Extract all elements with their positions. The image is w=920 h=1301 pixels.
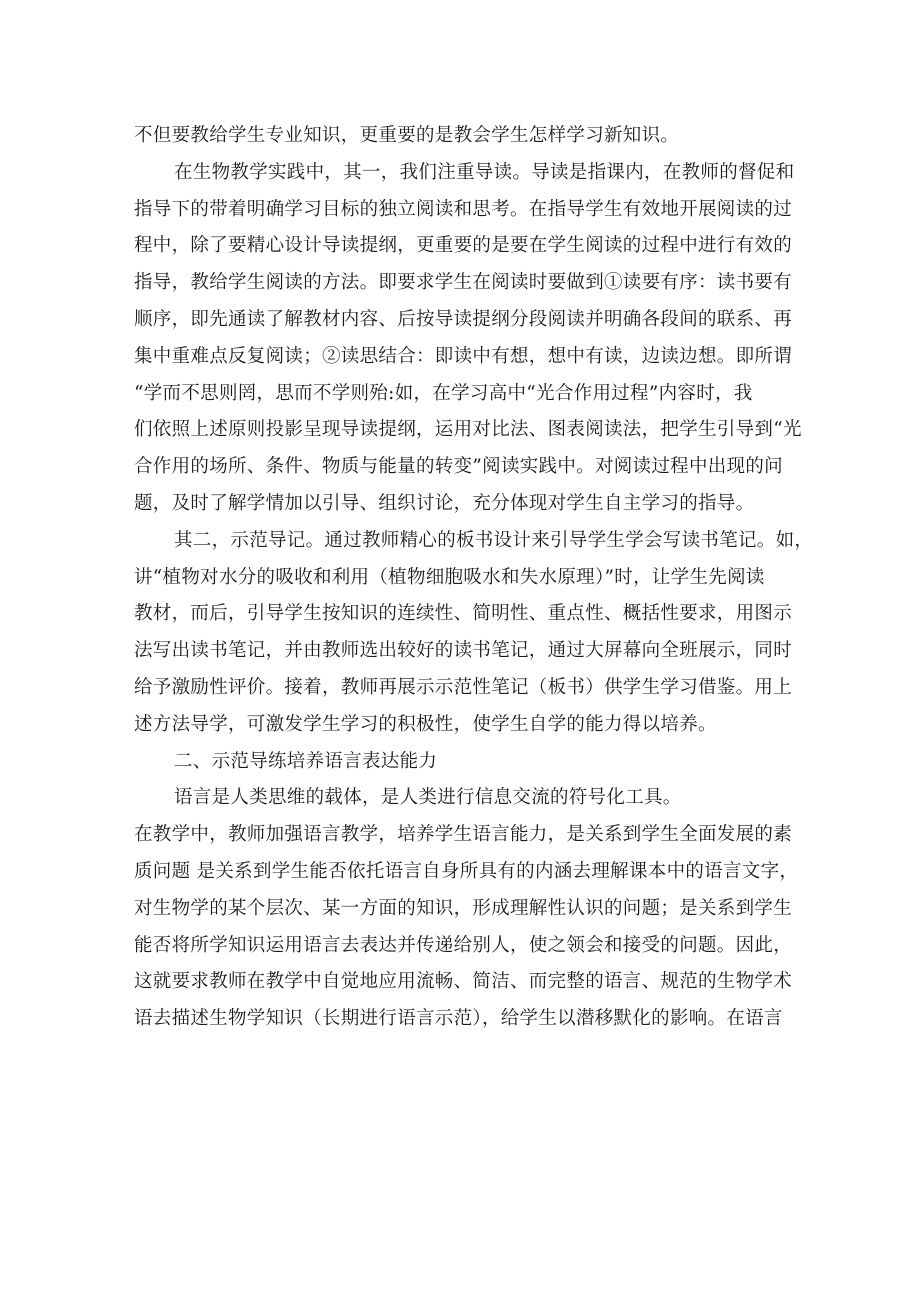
text-line: 在生物教学实践中，其一，我们注重导读。导读是指课内，在教师的督促和 xyxy=(174,161,795,183)
text-line: 在教学中，教师加强语言教学，培养学生语言能力，是关系到学生全面发展的素 xyxy=(134,824,793,846)
text-line: 给予激励性评价。接着，教师再展示示范性笔记（板书）供学生学习借鉴。用上 xyxy=(134,676,793,698)
text-line: 对生物学的某个层次、某一方面的知识，形成理解性认识的问题；是关系到学生 xyxy=(134,897,793,919)
text-line: 不但要教给学生专业知识，更重要的是教会学生怎样学习新知识。 xyxy=(134,125,680,146)
text-line: 们依照上述原则投影呈现导读提纲，运用对比法、图表阅读法，把学生引导到“光 xyxy=(134,419,802,441)
text-line: 述方法导学，可激发学生学习的积极性，使学生自学的能力得以培养。 xyxy=(134,713,717,735)
text-line: 题，及时了解学情加以引导、组织讨论，充分体现对学生自主学习的指导。 xyxy=(134,492,755,514)
text-line: 法写出读书笔记，并由教师选出较好的读书笔记，通过大屏幕向全班展示，同时 xyxy=(134,640,793,662)
text-line: 这就要求教师在教学中自觉地应用流畅、简洁、而完整的语言、规范的生物学术 xyxy=(134,971,793,993)
text-line: 能否将所学知识运用语言去表达并传递给别人，使之领会和接受的问题。因此， xyxy=(134,934,793,956)
text-line: 合作用的场所、条件、物质与能量的转变”阅读实践中。对阅读过程中出现的问 xyxy=(134,456,783,478)
text-line: 教材，而后，引导学生按知识的连续性、简明性、重点性、概括性要求，用图示 xyxy=(134,603,793,625)
text-line: 语去描述生物学知识（长期进行语言示范），给学生以潜移默化的影响。在语言 xyxy=(134,1008,783,1030)
text-line: 讲“植物对水分的吸收和利用（植物细胞吸水和失水原理）”时，让学生先阅读 xyxy=(134,566,765,588)
text-line: 质问题 是关系到学生能否依托语言自身所具有的内涵去理解课本中的语言文字， xyxy=(134,860,799,882)
section-heading: 二、示范导练培养语言表达能力 xyxy=(174,750,438,772)
text-line: 语言是人类思维的载体，是人类进行信息交流的符号化工具。 xyxy=(174,787,682,809)
text-line: 其二，示范导记。通过教师精心的板书设计来引导学生学会写读书笔记。如， xyxy=(174,529,814,551)
document-body xyxy=(134,118,814,1038)
text-line: 顺序，即先通读了解教材内容、后按导读提纲分段阅读并明确各段间的联系、再 xyxy=(134,308,793,330)
text-line: 集中重难点反复阅读；②读思结合：即读中有想，想中有读，边读边想。即所谓 xyxy=(134,345,793,367)
text-line: 指导下的带着明确学习目标的独立阅读和思考。在指导学生有效地开展阅读的过 xyxy=(134,198,793,220)
text-line: 指导，教给学生阅读的方法。即要求学生在阅读时要做到①读要有序：读书要有 xyxy=(134,272,793,294)
text-line: 程中，除了要精心设计导读提纲，更重要的是要在学生阅读的过程中进行有效的 xyxy=(134,235,793,257)
text-line: “学而不思则罔，思而不学则殆:如，在学习高中“光合作用过程”内容时，我 xyxy=(134,382,753,404)
